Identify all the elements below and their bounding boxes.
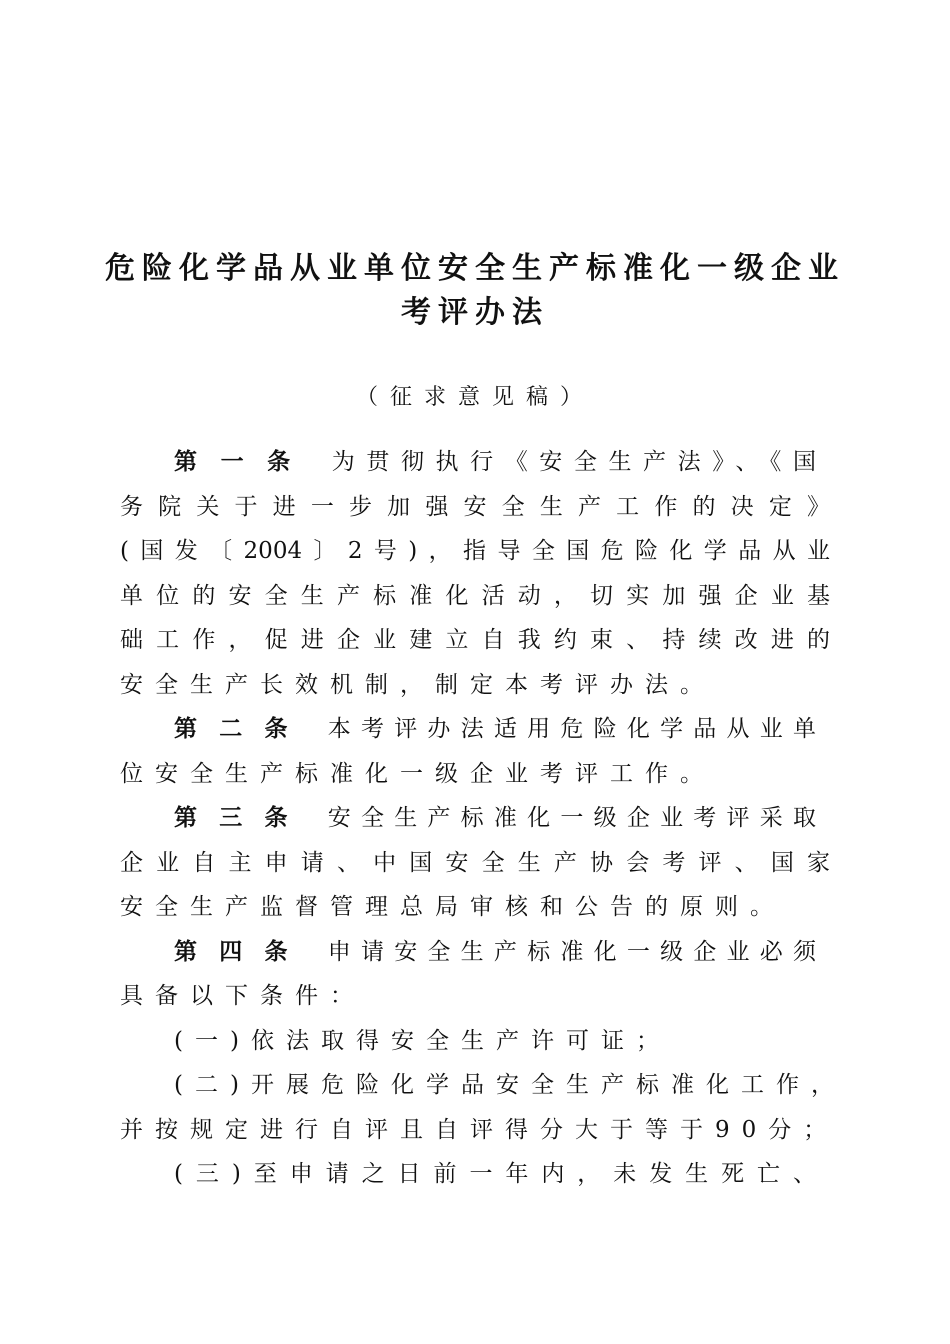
document-title-line-2: 考评办法 xyxy=(401,295,549,330)
article-4-item-1: (一)依法取得安全生产许可证； xyxy=(174,1028,671,1054)
article-3-line-3: 安全生产监督管理总局审核和公告的原则。 xyxy=(120,894,785,920)
article-4-line-1 xyxy=(174,935,816,969)
article-1-line-1 xyxy=(174,445,816,479)
article-1-text-1: 为贯彻执行《安全生产法》、《国 xyxy=(331,449,817,475)
article-1-line-4: 单位的安全生产标准化活动，切实加强企业基 xyxy=(120,583,830,609)
article-2-label: 第二条 xyxy=(174,716,310,742)
article-1-line-3: (国发〔2004〕2号)，指导全国危险化学品从业 xyxy=(120,538,830,564)
document-subtitle: （征求意见稿） xyxy=(355,385,594,410)
article-4-item-3-line-1: (三)至申请之日前一年内，未发生死亡、 xyxy=(174,1161,816,1187)
article-3-text-1: 安全生产标准化一级企业考评采取 xyxy=(327,805,817,831)
article-4-label: 第四条 xyxy=(174,939,310,965)
document-title-line-1: 危险化学品从业单位安全生产标准化一级企业 xyxy=(105,251,845,286)
article-4-item-2-line-2: 并按规定进行自评且自评得分大于等于90分； xyxy=(120,1117,839,1143)
article-2-line-1 xyxy=(174,712,816,746)
article-3-label: 第三条 xyxy=(174,805,310,831)
article-1-line-6: 安全生产长效机制，制定本考评办法。 xyxy=(120,672,715,698)
article-1-line-5: 础工作，促进企业建立自我约束、持续改进的 xyxy=(120,627,830,653)
article-2-text-1: 本考评办法适用危险化学品从业单 xyxy=(327,716,817,742)
article-4-item-2-line-1: (二)开展危险化学品安全生产标准化工作， xyxy=(174,1072,834,1098)
article-3-line-2: 企业自主申请、中国安全生产协会考评、国家 xyxy=(120,850,830,876)
article-1-line-2: 务院关于进一步加强安全生产工作的决定》 xyxy=(120,494,830,520)
article-3-line-1 xyxy=(174,801,816,835)
article-4-text-1: 申请安全生产标准化一级企业必须 xyxy=(327,939,817,965)
article-4-line-2: 具备以下条件： xyxy=(120,983,365,1009)
article-2-line-2: 位安全生产标准化一级企业考评工作。 xyxy=(120,761,715,787)
article-1-label: 第一条 xyxy=(174,449,314,475)
